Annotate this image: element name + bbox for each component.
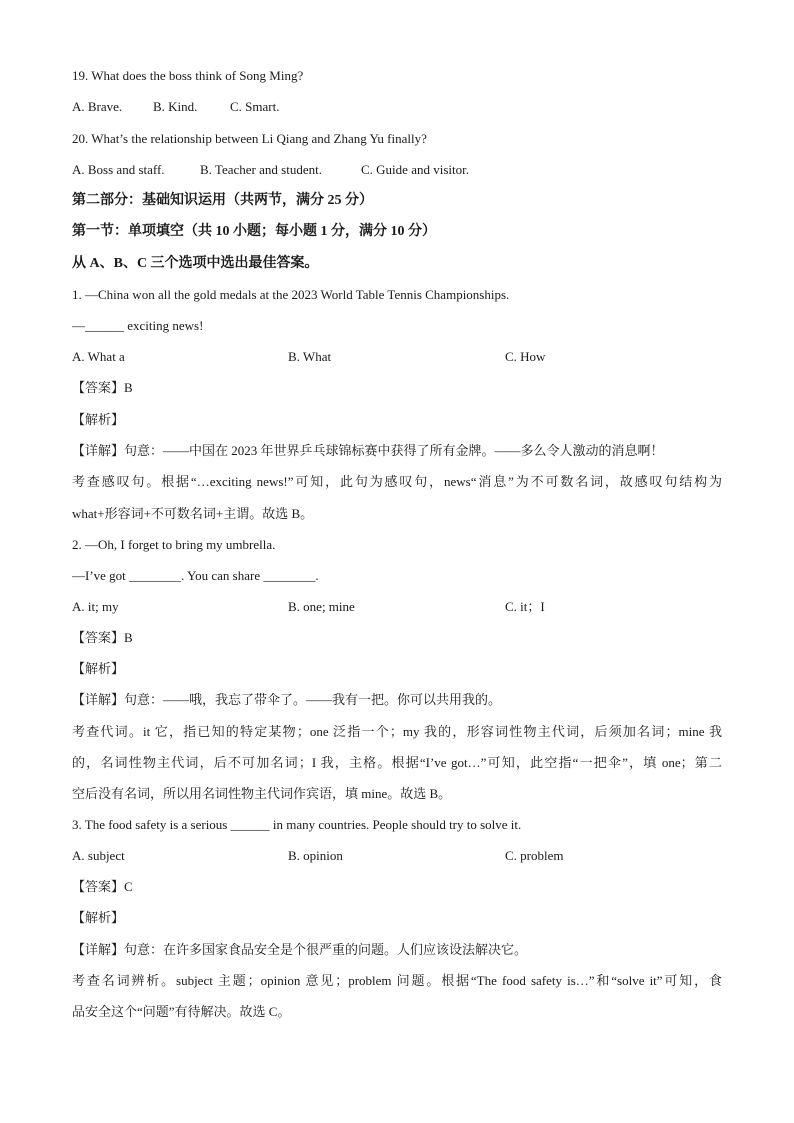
question-3-detail-2: 考查名词辨析。subject 主题；opinion 意见；problem 问题。根据“The food safety is…”和“solve it”可知，食 [72, 973, 722, 988]
question-1-options [72, 349, 722, 365]
option-a: A. subject [72, 848, 125, 863]
question-3-detail-1: 【详解】句意：在许多国家食品安全是个很严重的问题。人们应该设法解决它。 [72, 942, 528, 957]
option-c: C. problem [505, 848, 564, 863]
question-2-options [72, 599, 722, 615]
question-2-detail-3: 的，名词性物主代词，后不可加名词；I 我，主格。根据“I’ve got…”可知，此空指“一把伞”，填 one；第二 [72, 755, 722, 770]
question-3-answer: 【答案】C [72, 879, 133, 894]
option-a: A. Boss and staff. [72, 162, 165, 177]
question-2-detail-1: 【详解】句意：——哦，我忘了带伞了。——我有一把。你可以共用我的。 [72, 692, 502, 707]
option-a: A. it; my [72, 599, 119, 614]
section1-heading: 第一节：单项填空（共 10 小题；每小题 1 分，满分 10 分） [72, 224, 436, 239]
option-b: B. one; mine [288, 599, 355, 614]
question-3-detail-3: 品安全这个“问题”有待解决。故选 C。 [72, 1004, 291, 1019]
option-a: A. Brave. [72, 99, 123, 114]
question-3-analysis-label: 【解析】 [72, 910, 125, 925]
question-2-detail-2: 考查代词。it 它，指已知的特定某物；one 泛指一个；my 我的，形容词性物主代词，后须加名词；mine 我 [72, 724, 722, 739]
question-20-options [72, 162, 722, 178]
option-b: B. opinion [288, 848, 343, 863]
question-1-detail-1: 【详解】句意：——中国在 2023 年世界乒乓球锦标赛中获得了所有金牌。——多么令人激动的消息啊！ [72, 443, 664, 458]
question-3-stem: 3. The food safety is a serious ______ in many countries. People should try to solve it. [72, 817, 522, 832]
question-19-options [72, 99, 722, 115]
option-b: B. What [288, 349, 332, 364]
option-c: C. Guide and visitor. [361, 162, 469, 177]
question-2-stem-1: 2. —Oh, I forget to bring my umbrella. [72, 537, 276, 552]
question-2-answer: 【答案】B [72, 630, 133, 645]
part2-heading: 第二部分：基础知识运用（共两节，满分 25 分） [72, 193, 373, 208]
question-20-stem: 20. What’s the relationship between Li Qiang and Zhang Yu finally? [72, 131, 427, 146]
question-2-stem-2: —I’ve got ________. You can share ________. [72, 568, 319, 583]
instruction: 从 A、B、C 三个选项中选出最佳答案。 [72, 256, 319, 271]
question-1-stem-2: —______ exciting news! [72, 318, 204, 333]
question-2-detail-4: 空后没有名词，所以用名词性物主代词作宾语，填 mine。故选 B。 [72, 786, 452, 801]
option-a: A. What a [72, 349, 125, 364]
question-1-stem-1: 1. —China won all the gold medals at the 2023 World Table Tennis Championships. [72, 287, 510, 302]
question-3-options [72, 848, 722, 864]
question-1-detail-3: what+形容词+不可数名词+主谓。故选 B。 [72, 506, 314, 521]
question-1-detail-2: 考查感叹句。根据“…exciting news!”可知，此句为感叹句，news“消息”为不可数名词，故感叹句结构为 [72, 474, 722, 489]
option-b: B. Teacher and student. [200, 162, 322, 177]
option-c: C. Smart. [230, 99, 280, 114]
option-b: B. Kind. [153, 99, 198, 114]
option-c: C. it；I [505, 599, 545, 614]
option-c: C. How [505, 349, 546, 364]
question-1-analysis-label: 【解析】 [72, 412, 125, 427]
question-1-answer: 【答案】B [72, 380, 133, 395]
question-2-analysis-label: 【解析】 [72, 661, 125, 676]
question-19-stem: 19. What does the boss think of Song Ming? [72, 68, 304, 83]
